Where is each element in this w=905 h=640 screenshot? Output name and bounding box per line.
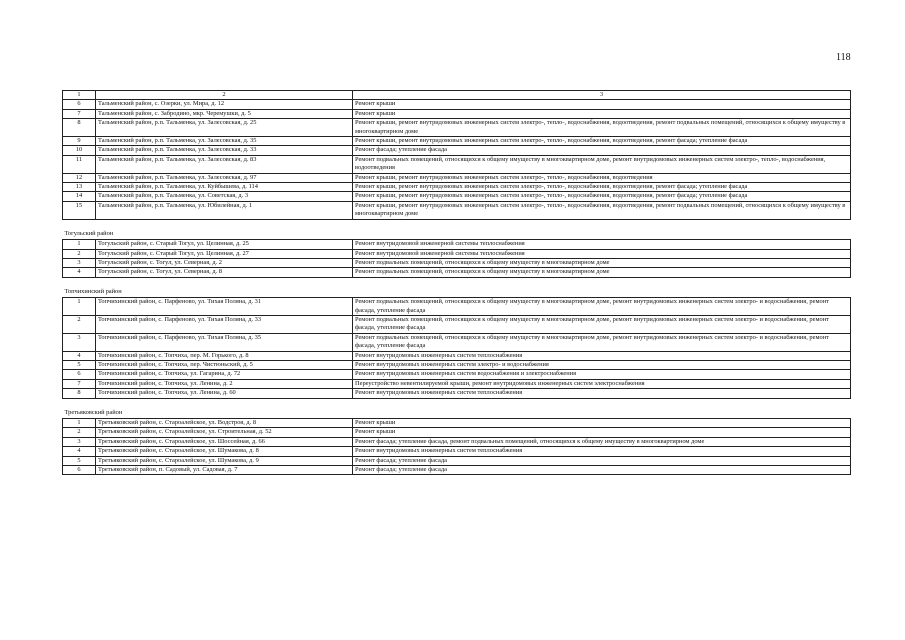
row-address: Топчихинский район, с. Топчиха, ул. Ленина, д. 2 (96, 379, 353, 388)
row-work: Ремонт внутридомовых инженерных систем теплоснабжения (353, 389, 851, 398)
row-number: 4 (63, 351, 96, 360)
row-work: Ремонт крыши, ремонт внутридомовых инженерных систем электро-, тепло-, водоснабжения, водоотведения, ремонт подвальных помещений, относящихся к общему имуществу в многоквартирном доме (353, 119, 851, 137)
row-number: 3 (63, 333, 96, 351)
row-number: 1 (63, 419, 96, 428)
row-work: Ремонт фасада; утепление фасада (353, 456, 851, 465)
row-number: 4 (63, 268, 96, 277)
row-work: Ремонт крыши, ремонт внутридомовых инженерных систем электро-, тепло-, водоснабжения, водоотведения, ремонт фасада; утепление фасада (353, 183, 851, 192)
row-number: 1 (63, 240, 96, 249)
table-row (63, 146, 851, 155)
row-work: Ремонт крыши (353, 419, 851, 428)
repair-table-body (63, 91, 851, 475)
table-row (63, 192, 851, 201)
row-number: 6 (63, 466, 96, 475)
row-address: Тальменский район, р.п. Тальменка, ул. Залесовская, д. 35 (96, 137, 353, 146)
row-address: Тогульский район, с. Тогул, ул. Северная, д. 2 (96, 258, 353, 267)
row-address: Тогульский район, с. Тогул, ул. Северная, д. 8 (96, 268, 353, 277)
row-address: Третьяковский район, п. Садовый, ул. Садовая, д. 7 (96, 466, 353, 475)
row-work: Ремонт внутридомовой инженерной системы теплоснабжения (353, 249, 851, 258)
table-row (63, 333, 851, 351)
section-title: Топчихинский район (63, 277, 851, 297)
row-work: Ремонт фасада; утепление фасада, ремонт подвальных помещений, относящихся к общему имуществу в многоквартирном доме (353, 437, 851, 446)
header-col-1: 1 (63, 91, 96, 100)
row-work: Ремонт внутридомовых инженерных систем теплоснабжения (353, 447, 851, 456)
row-work: Ремонт фасада; утепление фасада (353, 466, 851, 475)
table-row (63, 183, 851, 192)
table-row (63, 370, 851, 379)
row-work: Ремонт крыши, ремонт внутридомовых инженерных систем электро-, тепло-, водоснабжения, водоотведения, ремонт фасада; утепление фасада (353, 137, 851, 146)
row-number: 6 (63, 100, 96, 109)
header-col-3: 3 (353, 91, 851, 100)
row-work: Ремонт крыши (353, 109, 851, 118)
row-number: 14 (63, 192, 96, 201)
row-number: 4 (63, 447, 96, 456)
table-row (63, 201, 851, 219)
row-address: Топчихинский район, с. Топчиха, пер. М. Горького, д. 8 (96, 351, 353, 360)
row-number: 2 (63, 428, 96, 437)
row-number: 15 (63, 201, 96, 219)
row-work: Переустройство невентилируемой крыши, ремонт внутридомовых инженерных систем электроснабжения (353, 379, 851, 388)
row-number: 8 (63, 389, 96, 398)
table-row (63, 428, 851, 437)
row-work: Ремонт внутридомовых инженерных систем теплоснабжения (353, 351, 851, 360)
row-address: Тальменский район, с. Озерки, ул. Мира, д. 12 (96, 100, 353, 109)
row-address: Третьяковский район, с. Староалейское, ул. Строительная, д. 52 (96, 428, 353, 437)
table-row (63, 466, 851, 475)
row-work: Ремонт внутридомовой инженерной системы теплоснабжения (353, 240, 851, 249)
row-address: Третьяковский район, с. Староалейское, ул. Шоссейная, д. 66 (96, 437, 353, 446)
page-number: 118 (836, 52, 851, 63)
table-row (63, 155, 851, 173)
row-address: Тогульский район, с. Старый Тогул, ул. Целинная, д. 27 (96, 249, 353, 258)
row-address: Тальменский район, р.п. Тальменка, ул. Залесовская, д. 83 (96, 155, 353, 173)
row-address: Третьяковский район, с. Староалейское, ул. Шумакова, д. 9 (96, 456, 353, 465)
table-row (63, 351, 851, 360)
table-row (63, 258, 851, 267)
row-address: Тальменский район, р.п. Тальменка, ул. Залесовская, д. 33 (96, 146, 353, 155)
row-address: Топчихинский район, с. Топчиха, ул. Ленина, д. 60 (96, 389, 353, 398)
table-row (63, 360, 851, 369)
repair-table (62, 90, 851, 475)
row-address: Топчихинский район, с. Парфеново, ул. Тихая Поляна, д. 33 (96, 315, 353, 333)
row-address: Тальменский район, р.п. Тальменка, ул. Залесовская, д. 25 (96, 119, 353, 137)
section-title: Тогульский район (63, 219, 851, 239)
table-row (63, 268, 851, 277)
header-col-2: 2 (96, 91, 353, 100)
section-title-row (63, 277, 851, 297)
row-number: 6 (63, 370, 96, 379)
row-address: Тальменский район, р.п. Тальменка, ул. Куйбышева, д. 114 (96, 183, 353, 192)
table-row (63, 298, 851, 316)
row-work: Ремонт крыши, ремонт внутридомовых инженерных систем электро-, тепло-, водоснабжения, водоотведения, ремонт фасада; утепление фасада (353, 192, 851, 201)
table-row (63, 419, 851, 428)
row-number: 7 (63, 109, 96, 118)
row-work: Ремонт крыши (353, 428, 851, 437)
row-work: Ремонт подвальных помещений, относящихся к общему имуществу в многоквартирном доме, ремонт внутридомовых инженерных систем электро- и водоснабжения, ремонт фасада, утепление фасада (353, 298, 851, 316)
table-row (63, 100, 851, 109)
row-number: 2 (63, 249, 96, 258)
table-header-row (63, 91, 851, 100)
table-row (63, 389, 851, 398)
row-address: Топчихинский район, с. Топчиха, пер. Чистюньский, д. 5 (96, 360, 353, 369)
table-row (63, 315, 851, 333)
row-number: 5 (63, 456, 96, 465)
row-number: 3 (63, 437, 96, 446)
row-work: Ремонт подвальных помещений, относящихся к общему имуществу в многоквартирном доме (353, 258, 851, 267)
row-work: Ремонт крыши, ремонт внутридомовых инженерных систем электро-, тепло-, водоснабжения, водоотведения, ремонт подвальных помещений, относящихся к общему имуществу в многоквартирном доме (353, 201, 851, 219)
row-number: 10 (63, 146, 96, 155)
row-address: Третьяковский район, с. Староалейское, ул. Шумакова, д. 8 (96, 447, 353, 456)
table-row (63, 240, 851, 249)
table-row (63, 119, 851, 137)
row-number: 12 (63, 173, 96, 182)
row-work: Ремонт внутридомовых инженерных систем электро- и водоснабжения (353, 360, 851, 369)
table-row (63, 456, 851, 465)
row-work: Ремонт внутридомовых инженерных систем водоснабжения и электроснабжения (353, 370, 851, 379)
row-number: 7 (63, 379, 96, 388)
row-address: Третьяковский район, с. Староалейское, ул. Водстроя, д. 8 (96, 419, 353, 428)
table-row (63, 447, 851, 456)
table-row (63, 379, 851, 388)
table-row (63, 249, 851, 258)
row-number: 11 (63, 155, 96, 173)
section-title-row (63, 398, 851, 418)
row-address: Тогульский район, с. Старый Тогул, ул. Целинная, д. 25 (96, 240, 353, 249)
table-row (63, 109, 851, 118)
row-work: Ремонт подвальных помещений, относящихся к общему имуществу в многоквартирном доме, ремонт внутридомовых инженерных систем электро- и водоснабжения, ремонт фасада, утепление фасада (353, 333, 851, 351)
row-work: Ремонт подвальных помещений, относящихся к общему имуществу в многоквартирном доме (353, 268, 851, 277)
row-work: Ремонт подвальных помещений, относящихся к общему имуществу в многоквартирном доме, ремонт внутридомовых инженерных систем электро- и водоснабжения, ремонт фасада, утепление фасада (353, 315, 851, 333)
row-work: Ремонт крыши, ремонт внутридомовых инженерных систем электро-, тепло-, водоснабжения, водоотведения (353, 173, 851, 182)
row-address: Тальменский район, с. Забродино, мкр. Черемушки, д. 5 (96, 109, 353, 118)
section-title: Третьяковский район (63, 398, 851, 418)
table-row (63, 137, 851, 146)
row-number: 8 (63, 119, 96, 137)
section-title-row (63, 219, 851, 239)
row-number: 13 (63, 183, 96, 192)
row-work: Ремонт крыши (353, 100, 851, 109)
row-work: Ремонт фасада; утепление фасада (353, 146, 851, 155)
row-address: Топчихинский район, с. Парфеново, ул. Тихая Поляна, д. 31 (96, 298, 353, 316)
table-row (63, 173, 851, 182)
row-number: 3 (63, 258, 96, 267)
row-number: 2 (63, 315, 96, 333)
row-address: Топчихинский район, с. Парфеново, ул. Тихая Поляна, д. 35 (96, 333, 353, 351)
row-address: Тальменский район, р.п. Тальменка, ул. Юбилейная, д. 1 (96, 201, 353, 219)
row-address: Тальменский район, р.п. Тальменка, ул. Советская, д. 3 (96, 192, 353, 201)
row-number: 1 (63, 298, 96, 316)
row-work: Ремонт подвальных помещений, относящихся к общему имуществу в многоквартирном доме, ремонт внутридомовых инженерных систем электро-, тепло-, водоснабжения, водоотведения (353, 155, 851, 173)
row-address: Топчихинский район, с. Топчиха, ул. Гагарина, д. 72 (96, 370, 353, 379)
row-address: Тальменский район, р.п. Тальменка, ул. Залесовская, д. 97 (96, 173, 353, 182)
table-row (63, 437, 851, 446)
row-number: 9 (63, 137, 96, 146)
row-number: 5 (63, 360, 96, 369)
